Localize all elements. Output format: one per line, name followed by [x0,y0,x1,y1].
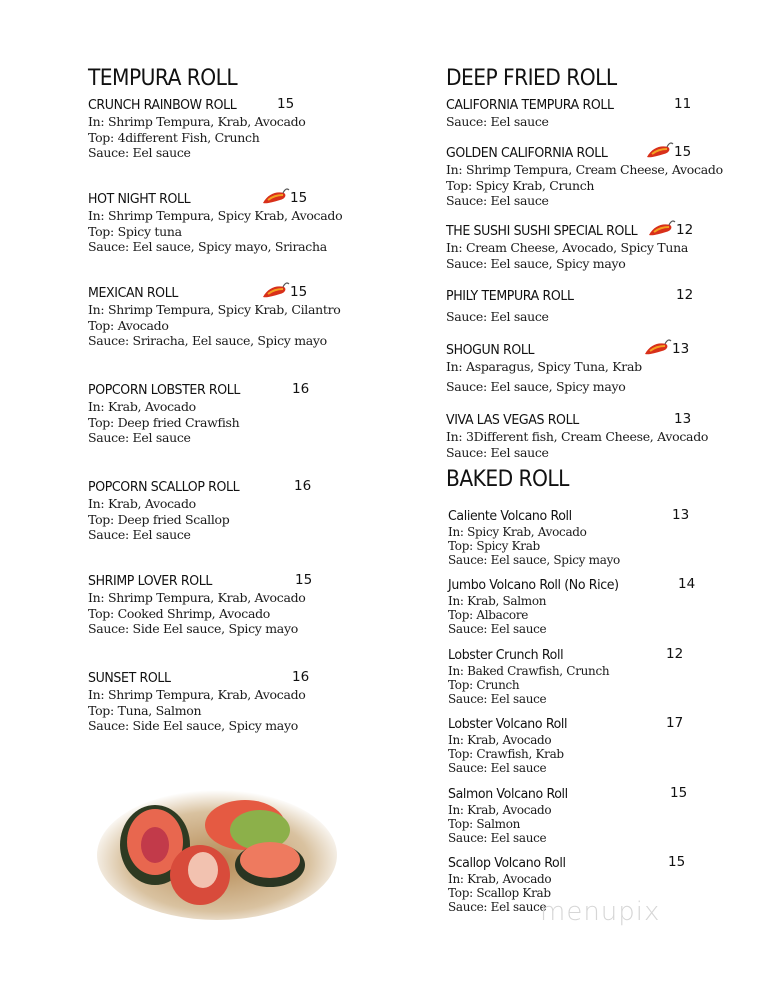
item-price: 15 [290,190,308,206]
section-title-tempura: TEMPURA ROLL [88,66,238,91]
item-name: GOLDEN CALIFORNIA ROLL [446,145,608,161]
item-detail-line: Top: Scallop Krab [448,886,551,900]
item-detail-line: Sauce: Eel sauce, Spicy mayo [448,553,620,567]
menu-item [88,284,388,349]
item-name: CRUNCH RAINBOW ROLL [88,97,237,113]
menu-item [446,341,746,394]
item-price: 15 [295,572,313,588]
item-detail-line: In: Krab, Avocado [448,803,552,817]
item-detail-line: In: Krab, Avocado [448,872,552,886]
item-detail-line: Sauce: Eel sauce [88,145,191,160]
item-detail-line: Sauce: Eel sauce [448,622,547,636]
item-name: Salmon Volcano Roll [448,786,568,802]
item-price: 15 [674,144,692,160]
item-price: 16 [292,381,310,397]
item-name: POPCORN SCALLOP ROLL [88,479,240,495]
item-name: Jumbo Volcano Roll (No Rice) [448,577,619,593]
menu-item [446,96,746,130]
item-detail-line: Top: Deep fried Crawfish [88,414,240,430]
section-title-baked: BAKED ROLL [446,467,569,492]
item-detail-line: In: Shrimp Tempura, Krab, Avocado [88,590,306,605]
menu-item [446,411,746,460]
item-detail-line: Sauce: Side Eel sauce, Spicy mayo [88,718,298,733]
item-detail-line: In: Krab, Avocado [88,496,196,511]
menu-item [446,144,746,209]
item-detail-line: In: Shrimp Tempura, Krab, Avocado [88,114,306,129]
item-name: Lobster Volcano Roll [448,716,568,732]
item-detail-line: In: Krab, Avocado [88,399,196,414]
item-detail-line: Sauce: Eel sauce [446,444,549,460]
item-detail-line: Top: Spicy Krab [448,539,540,553]
item-detail-line: In: Asparagus, Spicy Tuna, Krab [446,359,642,374]
item-name: Lobster Crunch Roll [448,647,564,663]
menu-item [446,222,746,271]
item-detail-line: Top: Albacore [448,608,529,622]
item-detail-line: Top: Crawfish, Krab [448,747,564,761]
item-detail-line: Sauce: Eel sauce, Spicy mayo, Sriracha [88,239,327,254]
item-detail-line: Top: 4different Fish, Crunch [88,129,260,145]
item-name: Caliente Volcano Roll [448,508,572,524]
item-detail-line: Sauce: Eel sauce, Spicy mayo [446,378,626,394]
item-name: MEXICAN ROLL [88,285,178,301]
item-price: 14 [678,576,696,592]
sushi-photo [95,770,340,920]
item-detail-line: Sauce: Eel sauce [88,430,191,445]
item-name: SUNSET ROLL [88,670,171,686]
item-detail-line: In: Krab, Salmon [448,594,547,608]
item-detail-line: Top: Avocado [88,317,169,333]
item-price: 13 [674,411,692,427]
item-detail-line: Sauce: Eel sauce [448,831,547,845]
item-price: 11 [674,96,692,112]
item-detail-line: Top: Tuna, Salmon [88,702,202,718]
item-detail-line: Sauce: Eel sauce [448,761,547,775]
item-detail-line: Sauce: Eel sauce [446,309,549,324]
item-name: CALIFORNIA TEMPURA ROLL [446,97,614,113]
item-detail-line: Top: Spicy Krab, Crunch [446,177,595,193]
item-detail-line: In: Shrimp Tempura, Krab, Avocado [88,687,306,702]
menu-item [88,669,388,734]
item-detail-line: Top: Crunch [448,678,520,692]
item-detail-line: In: Shrimp Tempura, Cream Cheese, Avocado [446,162,723,177]
menu-item [88,190,388,255]
item-detail-line: Top: Cooked Shrimp, Avocado [88,605,271,621]
item-price: 15 [668,854,686,870]
item-detail-line: In: Shrimp Tempura, Spicy Krab, Avocado [88,208,343,223]
item-detail-line: Sauce: Eel sauce [88,527,191,542]
item-price: 15 [277,96,295,112]
item-price: 17 [666,715,684,731]
menu-item [88,572,388,637]
item-detail-line: Top: Salmon [448,817,521,831]
chili-pepper-icon [644,140,674,160]
item-detail-line: Sauce: Eel sauce [446,114,549,129]
chili-pepper-icon [646,218,676,238]
item-detail-line: Top: Deep fried Scallop [88,511,230,527]
item-detail-line: In: 3Different fish, Cream Cheese, Avocado [446,429,709,444]
item-name: SHRIMP LOVER ROLL [88,573,212,589]
menu-item [448,785,748,845]
item-detail-line: Sauce: Eel sauce, Spicy mayo [446,255,626,271]
item-name: POPCORN LOBSTER ROLL [88,382,241,398]
item-name: HOT NIGHT ROLL [88,191,191,207]
item-detail-line: In: Krab, Avocado [448,733,552,747]
item-price: 12 [676,287,694,303]
item-price: 12 [666,646,684,662]
menu-item [88,381,388,446]
item-detail-line: Sauce: Eel sauce [446,193,549,208]
item-price: 13 [672,341,690,357]
menu-item [446,287,746,325]
item-detail-line: Sauce: Eel sauce [448,692,547,706]
item-price: 12 [676,222,694,238]
item-name: SHOGUN ROLL [446,342,535,358]
item-detail-line: Sauce: Side Eel sauce, Spicy mayo [88,621,298,636]
item-price: 13 [672,507,690,523]
item-detail-line: Sauce: Eel sauce [448,900,547,914]
item-price: 16 [292,669,310,685]
item-detail-line: Top: Spicy tuna [88,223,182,239]
menu-item [88,96,388,161]
menu-item [88,478,388,543]
item-name: PHILY TEMPURA ROLL [446,288,574,304]
item-name: Scallop Volcano Roll [448,855,566,871]
item-price: 15 [290,284,308,300]
item-price: 16 [294,478,312,494]
item-detail-line: In: Cream Cheese, Avocado, Spicy Tuna [446,240,688,255]
section-title-deep-fried: DEEP FRIED ROLL [446,66,617,91]
item-detail-line: In: Baked Crawfish, Crunch [448,664,610,678]
item-detail-line: Sauce: Sriracha, Eel sauce, Spicy mayo [88,333,327,348]
chili-pepper-icon [260,280,290,300]
watermark: menupix [540,897,661,927]
item-name: VIVA LAS VEGAS ROLL [446,412,579,428]
menu-item [448,715,748,775]
item-detail-line: In: Shrimp Tempura, Spicy Krab, Cilantro [88,302,341,317]
item-price: 15 [670,785,688,801]
menu-item [448,576,748,636]
chili-pepper-icon [642,337,672,357]
menu-item [448,507,748,567]
item-name: THE SUSHI SUSHI SPECIAL ROLL [446,223,638,239]
menu-item [448,646,748,706]
chili-pepper-icon [260,186,290,206]
item-detail-line: In: Spicy Krab, Avocado [448,525,587,539]
